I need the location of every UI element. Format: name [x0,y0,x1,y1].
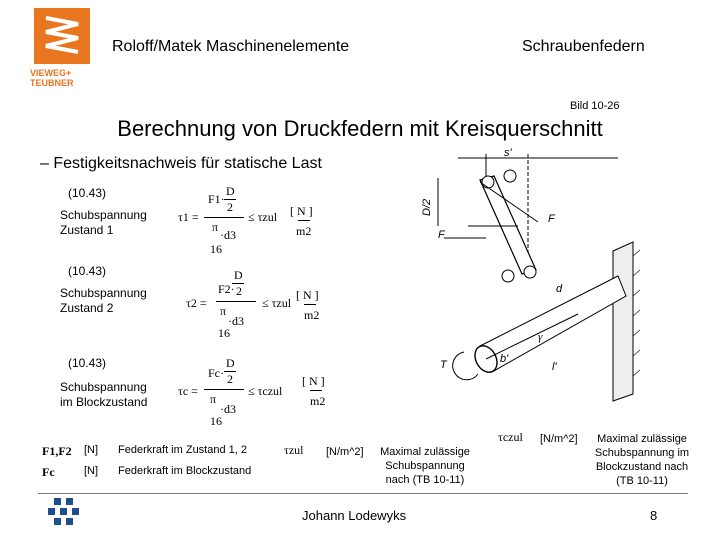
denominator-d3: ·d3 [220,402,236,416]
equation-block-2 [40,262,370,342]
unit-bracket: [ N ] [296,288,319,302]
numerator-d: D [234,268,243,282]
equation-relation: ≤ τzul [262,296,292,310]
unit-bracket: [ N ] [290,204,313,218]
equation-block-1 [40,184,370,254]
numerator-d: D [226,356,235,370]
equation-number: (10.43) [68,356,107,370]
equation-block-3 [40,354,370,434]
legend-symbol-tczul: τczul [498,430,523,444]
equation-number: (10.43) [68,264,107,278]
numerator-two: 2 [227,372,233,386]
denominator-16: 16 [210,414,222,428]
numerator-two: 2 [236,284,242,298]
torque-arrow [453,352,478,380]
denominator-pi: π [220,304,227,318]
denominator-16: 16 [218,326,230,340]
footer-divider [38,493,688,494]
publisher-name: VIEWEG+ TEUBNER [30,68,74,88]
denominator-16: 16 [210,242,222,256]
footer-author: Johann Lodewyks [302,508,407,523]
equation-relation: ≤ τzul [248,210,278,224]
numerator-d: D [226,184,235,198]
label-b: b' [500,353,509,365]
numerator-force: F1· [208,192,225,206]
label-d: d [556,283,563,295]
equation-lhs: τ2 = [186,296,207,310]
label-torque: T [440,359,447,371]
spring-logo-icon [34,8,90,64]
university-logo [46,496,86,532]
legend-symbol-f1f2: F1,F2 [42,444,72,458]
legend-desc-fc: Federkraft im Blockzustand [118,465,252,477]
label-force-left: F [438,229,445,241]
equation-label: Schubspannung Zustand 1 [60,208,147,237]
unit-denominator: m2 [310,394,326,408]
legend-symbol-fc: Fc [42,465,55,479]
label-d2: D/2 [421,198,433,216]
publisher-logo [34,8,90,64]
legend-unit-f1f2: [N] [84,444,99,456]
slide-title: Berechnung von Druckfedern mit Kreisquerschnitt [117,116,603,141]
spring-diagram [408,146,678,426]
page-number: 8 [650,508,658,523]
equation-lhs: τc = [178,384,198,398]
unit-bracket: [ N ] [302,374,325,388]
equation-number: (10.43) [68,186,107,200]
numerator-two: 2 [227,200,233,214]
bullet-heading: – Festigkeitsnachweis für statische Last [40,155,322,172]
figure-number: Bild 10-26 [570,100,620,112]
label-gamma: γ [538,331,543,343]
label-force-right: F [548,213,555,225]
unit-denominator: m2 [296,224,312,238]
wall [613,242,633,401]
university-logo-icon [46,496,86,532]
legend-desc-tczul: Maximal zulässige Schubspannung im Blockzustand nach (TB 10-11) [594,433,690,487]
legend-symbol-tzul: τzul [284,443,304,457]
legend-desc-tzul: Maximal zulässige Schubspannung nach (TB 10-11) [380,446,470,486]
legend-unit-fc: [N] [84,465,99,477]
unit-denominator: m2 [304,308,320,322]
equation-label: Schubspannung Zustand 2 [60,286,147,315]
equation-lhs: τ1 = [178,210,199,224]
legend-unit-tczul: [N/m^2] [540,433,578,445]
denominator-pi: π [212,220,219,234]
denominator-pi: π [210,392,217,406]
numerator-force: F2· [218,282,235,296]
equation-label: Schubspannung im Blockzustand [60,380,148,409]
denominator-d3: ·d3 [220,228,236,242]
legend-unit-tzul: [N/m^2] [326,446,364,458]
label-l: l' [552,361,557,373]
chapter-title: Schraubenfedern [522,38,645,55]
legend-desc-f1f2: Federkraft im Zustand 1, 2 [118,444,247,456]
label-s: s' [504,147,512,159]
numerator-force: Fc· [208,366,224,380]
book-title: Roloff/Matek Maschinenelemente [112,38,350,55]
equation-relation: ≤ τczul [248,384,283,398]
denominator-d3: ·d3 [228,314,244,328]
